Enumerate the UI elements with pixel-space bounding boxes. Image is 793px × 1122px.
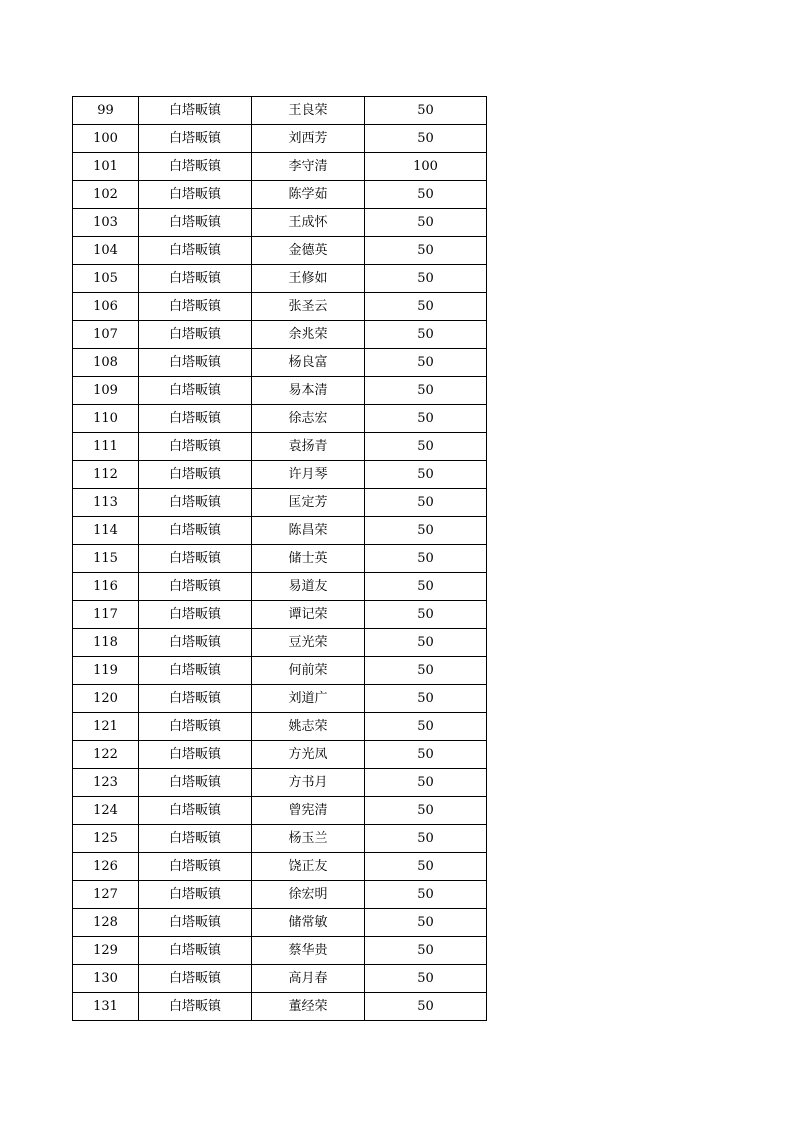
- person-name-cell: 谭记荣: [252, 601, 365, 629]
- row-number-cell: 122: [73, 741, 139, 769]
- amount-cell: 50: [365, 601, 487, 629]
- row-number-cell: 111: [73, 433, 139, 461]
- town-cell: 白塔畈镇: [139, 517, 252, 545]
- amount-cell: 100: [365, 153, 487, 181]
- town-cell: 白塔畈镇: [139, 265, 252, 293]
- person-name-cell: 饶正友: [252, 853, 365, 881]
- town-cell: 白塔畈镇: [139, 657, 252, 685]
- table-row: [73, 97, 487, 125]
- town-cell: 白塔畈镇: [139, 153, 252, 181]
- person-name-cell: 豆光荣: [252, 629, 365, 657]
- row-number-cell: 101: [73, 153, 139, 181]
- row-number-cell: 110: [73, 405, 139, 433]
- amount-cell: 50: [365, 629, 487, 657]
- table-row: [73, 265, 487, 293]
- table-row: [73, 153, 487, 181]
- table-row: [73, 937, 487, 965]
- amount-cell: 50: [365, 685, 487, 713]
- town-cell: 白塔畈镇: [139, 433, 252, 461]
- person-name-cell: 张圣云: [252, 293, 365, 321]
- town-cell: 白塔畈镇: [139, 825, 252, 853]
- town-cell: 白塔畈镇: [139, 405, 252, 433]
- town-cell: 白塔畈镇: [139, 769, 252, 797]
- row-number-cell: 125: [73, 825, 139, 853]
- table-row: [73, 321, 487, 349]
- table-row: [73, 713, 487, 741]
- row-number-cell: 104: [73, 237, 139, 265]
- row-number-cell: 103: [73, 209, 139, 237]
- person-name-cell: 曾宪清: [252, 797, 365, 825]
- row-number-cell: 100: [73, 125, 139, 153]
- row-number-cell: 129: [73, 937, 139, 965]
- row-number-cell: 119: [73, 657, 139, 685]
- row-number-cell: 105: [73, 265, 139, 293]
- amount-cell: 50: [365, 237, 487, 265]
- row-number-cell: 126: [73, 853, 139, 881]
- amount-cell: 50: [365, 433, 487, 461]
- table-row: [73, 909, 487, 937]
- table-row: [73, 993, 487, 1021]
- town-cell: 白塔畈镇: [139, 489, 252, 517]
- table-row: [73, 825, 487, 853]
- table-row: [73, 769, 487, 797]
- amount-cell: 50: [365, 825, 487, 853]
- table-row: [73, 237, 487, 265]
- amount-cell: 50: [365, 769, 487, 797]
- table-row: [73, 685, 487, 713]
- row-number-cell: 118: [73, 629, 139, 657]
- row-number-cell: 128: [73, 909, 139, 937]
- row-number-cell: 99: [73, 97, 139, 125]
- person-name-cell: 徐宏明: [252, 881, 365, 909]
- town-cell: 白塔畈镇: [139, 461, 252, 489]
- row-number-cell: 117: [73, 601, 139, 629]
- row-number-cell: 123: [73, 769, 139, 797]
- person-name-cell: 储常敏: [252, 909, 365, 937]
- town-cell: 白塔畈镇: [139, 853, 252, 881]
- row-number-cell: 115: [73, 545, 139, 573]
- amount-cell: 50: [365, 97, 487, 125]
- town-cell: 白塔畈镇: [139, 97, 252, 125]
- roster-table: [72, 96, 487, 1021]
- row-number-cell: 116: [73, 573, 139, 601]
- town-cell: 白塔畈镇: [139, 321, 252, 349]
- table-row: [73, 881, 487, 909]
- person-name-cell: 刘道广: [252, 685, 365, 713]
- amount-cell: 50: [365, 797, 487, 825]
- row-number-cell: 107: [73, 321, 139, 349]
- row-number-cell: 130: [73, 965, 139, 993]
- amount-cell: 50: [365, 209, 487, 237]
- table-row: [73, 489, 487, 517]
- person-name-cell: 蔡华贵: [252, 937, 365, 965]
- table-row: [73, 377, 487, 405]
- town-cell: 白塔畈镇: [139, 349, 252, 377]
- town-cell: 白塔畈镇: [139, 181, 252, 209]
- person-name-cell: 姚志荣: [252, 713, 365, 741]
- row-number-cell: 113: [73, 489, 139, 517]
- town-cell: 白塔畈镇: [139, 125, 252, 153]
- amount-cell: 50: [365, 713, 487, 741]
- town-cell: 白塔畈镇: [139, 293, 252, 321]
- amount-cell: 50: [365, 181, 487, 209]
- town-cell: 白塔畈镇: [139, 741, 252, 769]
- person-name-cell: 金德英: [252, 237, 365, 265]
- amount-cell: 50: [365, 741, 487, 769]
- amount-cell: 50: [365, 909, 487, 937]
- town-cell: 白塔畈镇: [139, 685, 252, 713]
- row-number-cell: 108: [73, 349, 139, 377]
- amount-cell: 50: [365, 265, 487, 293]
- table-row: [73, 853, 487, 881]
- town-cell: 白塔畈镇: [139, 601, 252, 629]
- table-row: [73, 209, 487, 237]
- table-row: [73, 517, 487, 545]
- table-row: [73, 293, 487, 321]
- person-name-cell: 方书月: [252, 769, 365, 797]
- amount-cell: 50: [365, 657, 487, 685]
- person-name-cell: 刘西芳: [252, 125, 365, 153]
- person-name-cell: 陈学茹: [252, 181, 365, 209]
- amount-cell: 50: [365, 881, 487, 909]
- town-cell: 白塔畈镇: [139, 629, 252, 657]
- town-cell: 白塔畈镇: [139, 209, 252, 237]
- town-cell: 白塔畈镇: [139, 713, 252, 741]
- person-name-cell: 杨良富: [252, 349, 365, 377]
- person-name-cell: 杨玉兰: [252, 825, 365, 853]
- town-cell: 白塔畈镇: [139, 545, 252, 573]
- person-name-cell: 高月春: [252, 965, 365, 993]
- town-cell: 白塔畈镇: [139, 965, 252, 993]
- person-name-cell: 易道友: [252, 573, 365, 601]
- table-row: [73, 601, 487, 629]
- person-name-cell: 储士英: [252, 545, 365, 573]
- amount-cell: 50: [365, 853, 487, 881]
- person-name-cell: 陈昌荣: [252, 517, 365, 545]
- person-name-cell: 董经荣: [252, 993, 365, 1021]
- table-row: [73, 545, 487, 573]
- table-row: [73, 629, 487, 657]
- person-name-cell: 王成怀: [252, 209, 365, 237]
- table-row: [73, 965, 487, 993]
- person-name-cell: 王修如: [252, 265, 365, 293]
- person-name-cell: 余兆荣: [252, 321, 365, 349]
- amount-cell: 50: [365, 461, 487, 489]
- amount-cell: 50: [365, 545, 487, 573]
- table-row: [73, 433, 487, 461]
- row-number-cell: 106: [73, 293, 139, 321]
- person-name-cell: 袁扬青: [252, 433, 365, 461]
- table-row: [73, 461, 487, 489]
- table-row: [73, 181, 487, 209]
- row-number-cell: 131: [73, 993, 139, 1021]
- row-number-cell: 127: [73, 881, 139, 909]
- person-name-cell: 许月琴: [252, 461, 365, 489]
- town-cell: 白塔畈镇: [139, 881, 252, 909]
- town-cell: 白塔畈镇: [139, 993, 252, 1021]
- person-name-cell: 匡定芳: [252, 489, 365, 517]
- amount-cell: 50: [365, 405, 487, 433]
- table-row: [73, 797, 487, 825]
- row-number-cell: 102: [73, 181, 139, 209]
- table-row: [73, 349, 487, 377]
- person-name-cell: 何前荣: [252, 657, 365, 685]
- amount-cell: 50: [365, 937, 487, 965]
- amount-cell: 50: [365, 321, 487, 349]
- person-name-cell: 王良荣: [252, 97, 365, 125]
- amount-cell: 50: [365, 517, 487, 545]
- row-number-cell: 124: [73, 797, 139, 825]
- table-row: [73, 741, 487, 769]
- amount-cell: 50: [365, 377, 487, 405]
- row-number-cell: 120: [73, 685, 139, 713]
- row-number-cell: 109: [73, 377, 139, 405]
- table-row: [73, 125, 487, 153]
- roster-table-body: [73, 97, 487, 1021]
- table-row: [73, 573, 487, 601]
- town-cell: 白塔畈镇: [139, 797, 252, 825]
- amount-cell: 50: [365, 573, 487, 601]
- person-name-cell: 徐志宏: [252, 405, 365, 433]
- town-cell: 白塔畈镇: [139, 573, 252, 601]
- town-cell: 白塔畈镇: [139, 377, 252, 405]
- amount-cell: 50: [365, 489, 487, 517]
- amount-cell: 50: [365, 993, 487, 1021]
- town-cell: 白塔畈镇: [139, 909, 252, 937]
- amount-cell: 50: [365, 965, 487, 993]
- table-row: [73, 405, 487, 433]
- person-name-cell: 方光凤: [252, 741, 365, 769]
- person-name-cell: 李守清: [252, 153, 365, 181]
- table-row: [73, 657, 487, 685]
- person-name-cell: 易本清: [252, 377, 365, 405]
- amount-cell: 50: [365, 349, 487, 377]
- row-number-cell: 114: [73, 517, 139, 545]
- amount-cell: 50: [365, 125, 487, 153]
- row-number-cell: 112: [73, 461, 139, 489]
- row-number-cell: 121: [73, 713, 139, 741]
- amount-cell: 50: [365, 293, 487, 321]
- town-cell: 白塔畈镇: [139, 937, 252, 965]
- town-cell: 白塔畈镇: [139, 237, 252, 265]
